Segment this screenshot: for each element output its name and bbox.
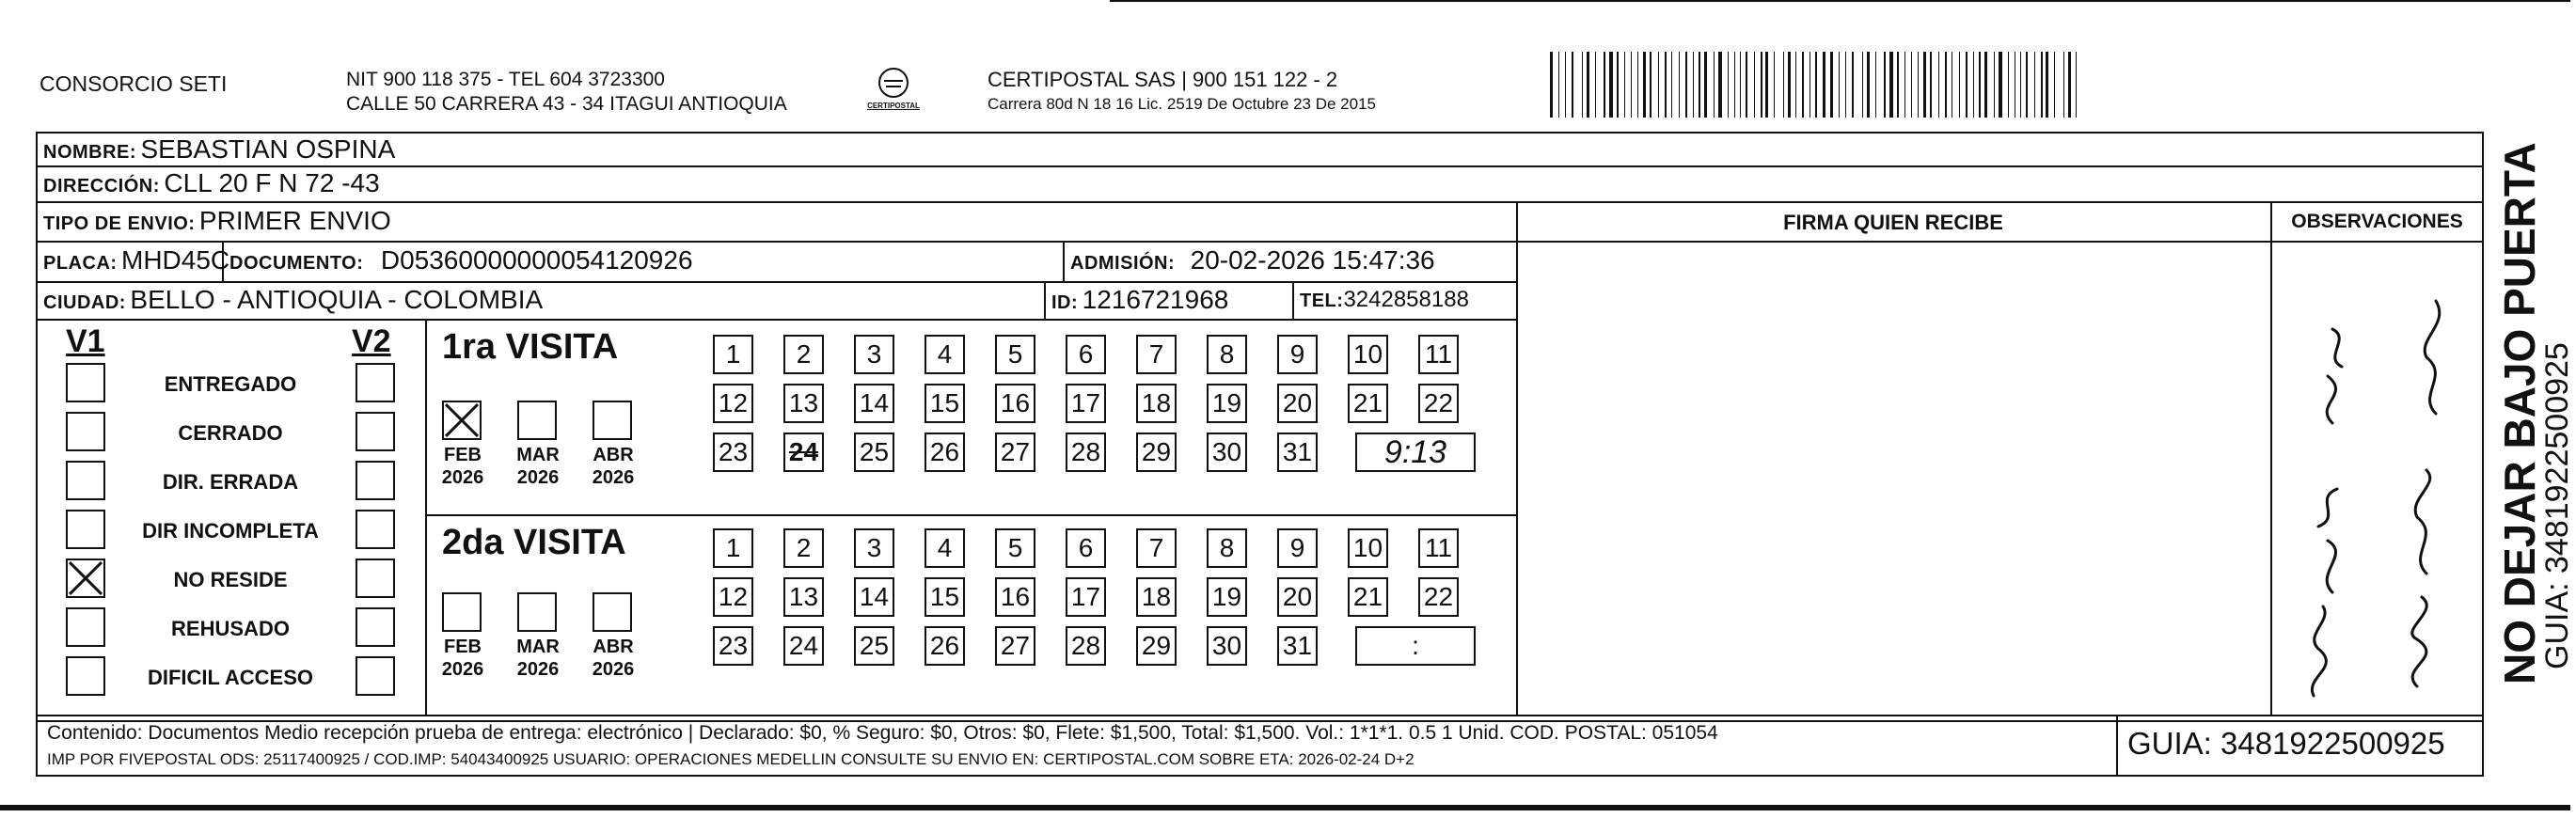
day-box[interactable]: 14 <box>854 577 894 617</box>
barcode-bar <box>1572 52 1573 118</box>
barcode-bar <box>1716 52 1717 118</box>
id-row <box>1051 282 1228 322</box>
barcode-bar <box>1658 52 1659 118</box>
day-box[interactable]: 21 <box>1348 384 1388 423</box>
barcode-bar <box>1988 52 1990 118</box>
company-name: CONSORCIO SETI <box>40 71 228 96</box>
day-box[interactable]: 24 <box>783 626 824 666</box>
documento-value: D05360000000054120926 <box>380 245 693 275</box>
v1-checkbox[interactable] <box>66 607 105 647</box>
barcode-bar <box>1823 52 1825 118</box>
day-box[interactable]: 30 <box>1207 433 1247 472</box>
v2-checkbox[interactable] <box>356 363 395 402</box>
tipo-label: TIPO DE ENVIO: <box>43 213 196 234</box>
barcode-bar <box>1997 52 1998 118</box>
barcode-bar <box>1845 52 1846 118</box>
day-box[interactable]: 6 <box>1066 528 1106 568</box>
day-box[interactable]: 4 <box>925 528 965 568</box>
tel-value: 3242858188 <box>1343 287 1469 312</box>
v2-checkbox[interactable] <box>356 510 395 549</box>
barcode-bar <box>1565 52 1566 118</box>
barcode-bar <box>1761 52 1762 118</box>
ciudad-label: CIUDAD: <box>43 292 126 313</box>
day-box[interactable]: 19 <box>1207 577 1247 617</box>
barcode-bar <box>1587 52 1589 118</box>
barcode-bar <box>1558 52 1559 118</box>
col-divider-obs <box>2270 201 2272 715</box>
day-box[interactable]: 29 <box>1136 626 1177 666</box>
barcode-bar <box>1884 52 1886 118</box>
barcode-bar <box>1856 52 1859 118</box>
status-label: CERRADO <box>178 421 283 445</box>
barcode-bar <box>2034 52 2035 118</box>
barcode-bar <box>1595 52 1596 118</box>
day-box[interactable]: 9 <box>1277 335 1318 374</box>
day-box[interactable]: 28 <box>1066 433 1106 472</box>
barcode-bar <box>1749 52 1752 118</box>
nombre-label: NOMBRE: <box>43 142 137 163</box>
top-edge-line <box>1110 0 2570 2</box>
month-label: MAR 2026 <box>516 445 560 488</box>
barcode-bar <box>1679 52 1680 118</box>
day-box[interactable]: 9 <box>1277 528 1318 568</box>
day-box[interactable]: 27 <box>995 626 1035 666</box>
day-box[interactable]: 23 <box>713 433 753 472</box>
barcode-bar <box>1685 52 1687 118</box>
v2-checkbox[interactable] <box>356 656 395 696</box>
barcode-bar <box>2036 52 2038 118</box>
barcode-bar <box>1669 52 1670 118</box>
day-box[interactable]: 3 <box>854 335 894 374</box>
day-box[interactable]: 17 <box>1066 577 1106 617</box>
barcode-bar <box>1839 52 1840 118</box>
barcode-bar <box>1688 52 1691 118</box>
observaciones-label: OBSERVACIONES <box>2291 211 2463 232</box>
direccion-label: DIRECCIÓN: <box>43 176 160 197</box>
barcode-bar <box>1765 52 1768 118</box>
month-checkbox[interactable] <box>593 401 632 440</box>
day-box[interactable]: 16 <box>995 384 1035 423</box>
barcode-bar <box>2026 52 2028 118</box>
admision-label: ADMISIÓN: <box>1070 253 1176 274</box>
day-box[interactable]: 16 <box>995 577 1035 617</box>
barcode-bar <box>1633 52 1635 118</box>
barcode-bar <box>1867 52 1870 118</box>
barcode-bar <box>2044 52 2045 118</box>
day-box[interactable]: 13 <box>783 384 824 423</box>
barcode-bar <box>1999 52 2002 118</box>
day-box[interactable]: 20 <box>1277 577 1318 617</box>
v1-header: V1 <box>66 323 105 359</box>
day-box[interactable]: 26 <box>925 433 965 472</box>
day-box[interactable]: 29 <box>1136 433 1177 472</box>
barcode-bar <box>1984 52 1987 118</box>
barcode-bar <box>1799 52 1801 118</box>
barcode-bar <box>1968 52 1971 118</box>
barcode-bar <box>1728 52 1729 118</box>
day-box[interactable]: 31 <box>1277 626 1318 666</box>
day-box[interactable]: 20 <box>1277 384 1318 423</box>
month-label: MAR 2026 <box>516 637 560 680</box>
barcode-bar <box>1805 52 1808 118</box>
v1-checkbox[interactable] <box>66 558 105 598</box>
barcode-bar <box>1592 52 1593 118</box>
barcode-bar <box>2020 52 2021 118</box>
barcode-bar <box>1954 52 1957 118</box>
nit-line: NIT 900 118 375 - TEL 604 3723300 <box>346 69 665 90</box>
admision-value: 20-02-2026 15:47:36 <box>1190 245 1435 275</box>
barcode-bar <box>1811 52 1812 118</box>
barcode-bar <box>1756 52 1758 118</box>
day-box[interactable]: 10 <box>1348 528 1388 568</box>
id-label: ID: <box>1051 292 1079 313</box>
month-checkbox[interactable] <box>517 401 557 440</box>
address-line: CALLE 50 CARRERA 43 - 34 ITAGUI ANTIOQUIA <box>346 93 787 115</box>
visit1-title: 1ra VISITA <box>442 327 619 367</box>
barcode-bar <box>1887 52 1888 118</box>
barcode-bar <box>1560 52 1563 118</box>
barcode-bar <box>1907 52 1910 118</box>
barcode-bar <box>1650 52 1651 118</box>
barcode-bar <box>2054 52 2055 118</box>
row-divider <box>36 201 2484 203</box>
barcode-bar <box>1938 52 1939 118</box>
barcode-bar <box>1994 52 1995 118</box>
barcode-bar <box>1923 52 1926 118</box>
barcode-bar <box>1862 52 1863 118</box>
barcode-bar <box>1783 52 1784 118</box>
v1-checkbox[interactable] <box>66 656 105 696</box>
barcode-bar <box>1570 52 1571 118</box>
v1-checkbox[interactable] <box>66 510 105 549</box>
day-box[interactable]: 15 <box>925 577 965 617</box>
barcode-bar <box>2076 52 2077 118</box>
barcode-bar <box>1606 52 1607 118</box>
bottom-thick-line <box>0 805 2570 810</box>
barcode-bar <box>1575 52 1579 118</box>
day-box[interactable]: 10 <box>1348 335 1388 374</box>
barcode-bar <box>1902 52 1904 118</box>
tipo-value: PRIMER ENVIO <box>198 206 391 235</box>
barcode-bar <box>1911 52 1912 118</box>
barcode-bar <box>1754 52 1755 118</box>
day-box[interactable]: 12 <box>713 384 753 423</box>
month-checkbox[interactable] <box>442 592 482 632</box>
day-box[interactable]: 19 <box>1207 384 1247 423</box>
barcode-bar <box>1647 52 1649 118</box>
barcode-bar <box>1702 52 1703 118</box>
barcode-bar <box>1604 52 1605 118</box>
barcode-bar <box>1795 52 1796 118</box>
barcode-bar <box>1695 52 1696 118</box>
barcode-bar <box>1744 52 1745 118</box>
day-box[interactable]: 22 <box>1418 577 1459 617</box>
barcode-bar <box>1930 52 1932 118</box>
barcode-bar <box>1913 52 1915 118</box>
barcode-bar <box>1897 52 1899 118</box>
col-divider-admision <box>1063 241 1065 281</box>
barcode-bar <box>1671 52 1672 118</box>
barcode-bar <box>2063 52 2064 118</box>
v2-checkbox[interactable] <box>356 412 395 451</box>
status-label: DIR INCOMPLETA <box>142 519 319 543</box>
status-label: NO RESIDE <box>173 568 288 591</box>
barcode-bar <box>1615 52 1616 118</box>
barcode-bar <box>1889 52 1893 118</box>
v2-checkbox[interactable] <box>356 607 395 647</box>
barcode-bar <box>2016 52 2018 118</box>
col-divider-status <box>425 319 427 715</box>
day-box[interactable]: 8 <box>1207 335 1247 374</box>
barcode-bar <box>1975 52 1976 118</box>
v1-checkbox[interactable] <box>66 363 105 402</box>
barcode-bar <box>1609 52 1613 118</box>
day-box[interactable]: 6 <box>1066 335 1106 374</box>
barcode-bar <box>1725 52 1727 118</box>
visit1-time-box[interactable]: 9:13 <box>1355 433 1476 472</box>
barcode-bar <box>1550 52 1553 118</box>
v2-header: V2 <box>352 323 391 359</box>
barcode-bar <box>1708 52 1710 118</box>
barcode-bar <box>1927 52 1929 118</box>
barcode-bar <box>1802 52 1804 118</box>
barcode-bar <box>1777 52 1780 118</box>
day-box[interactable]: 11 <box>1418 528 1459 568</box>
barcode-bar <box>1740 52 1741 118</box>
day-box[interactable]: 23 <box>713 626 753 666</box>
day-box[interactable]: 25 <box>854 433 894 472</box>
day-box[interactable]: 8 <box>1207 528 1247 568</box>
v2-checkbox[interactable] <box>356 558 395 598</box>
barcode-bar <box>1959 52 1960 118</box>
barcode-bar <box>1875 52 1876 118</box>
barcode-bar <box>1556 52 1557 118</box>
contenido-line: Contenido: Documentos Medio recepción prueba de entrega: electrónico | Declarado: $0, % Seguro: $0, Otros: $0, Flete: $1,500, Total: $1,500. Vol.: 1*1*1. 0.5 1 Unid. COD. POSTAL: 051054 <box>47 722 1718 744</box>
status-label: REHUSADO <box>171 617 290 640</box>
row-divider <box>425 514 1516 516</box>
placa-label: PLACA: <box>43 253 118 274</box>
barcode-bar <box>1945 52 1947 118</box>
month-label: FEB 2026 <box>441 445 484 488</box>
observaciones-handwriting <box>2276 273 2478 715</box>
month-label: ABR 2026 <box>592 445 635 488</box>
col-divider-id <box>1044 281 1046 319</box>
day-box[interactable]: 17 <box>1066 384 1106 423</box>
barcode-bar <box>1966 52 1968 118</box>
month-checkbox[interactable] <box>442 401 482 440</box>
barcode-bar <box>2024 52 2025 118</box>
imp-line: IMP POR FIVEPOSTAL ODS: 25117400925 / COD.IMP: 54043400925 USUARIO: OPERACIONES MEDELLIN CONSULTE SU ENVIO EN: CERTIPOSTAL.COM SOBRE ETA: 2026-02-24 D+2 <box>47 750 1414 768</box>
barcode-bar <box>1940 52 1944 118</box>
day-box[interactable]: 11 <box>1418 335 1459 374</box>
tel-label: TEL: <box>1300 291 1344 311</box>
row-divider <box>36 165 2484 167</box>
status-label: DIFICIL ACCESO <box>147 666 313 689</box>
barcode-bar <box>1582 52 1583 118</box>
barcode-bar <box>1963 52 1965 118</box>
no-dejar-bajo-puerta: NO DEJAR BAJO PUERTA <box>2495 142 2544 684</box>
guia-vertical: GUIA: 3481922500925 <box>2539 342 2575 669</box>
barcode-bar <box>2052 52 2053 118</box>
license-line: Carrera 80d N 18 16 Lic. 2519 De Octubre 23 De 2015 <box>988 95 1376 113</box>
barcode-bar <box>1665 52 1667 118</box>
day-box[interactable]: 15 <box>925 384 965 423</box>
direccion-value: CLL 20 F N 72 -43 <box>164 168 380 197</box>
placa-value: MHD45C <box>121 245 230 275</box>
barcode-bar <box>1785 52 1787 118</box>
documento-label: DOCUMENTO: <box>229 253 364 274</box>
barcode <box>1550 52 2082 118</box>
id-value: 1216721968 <box>1082 285 1229 314</box>
barcode-bar <box>1746 52 1747 118</box>
day-box[interactable]: 4 <box>925 335 965 374</box>
barcode-bar <box>1731 52 1733 118</box>
month-checkbox[interactable] <box>593 592 632 632</box>
barcode-bar <box>1841 52 1843 118</box>
barcode-bar <box>1979 52 1981 118</box>
day-box[interactable]: 18 <box>1136 577 1177 617</box>
barcode-bar <box>1864 52 1866 118</box>
nombre-value: SEBASTIAN OSPINA <box>140 134 396 164</box>
barcode-bar <box>2068 52 2071 118</box>
guia-footer: GUIA: 3481922500925 <box>2127 726 2445 761</box>
barcode-bar <box>1836 52 1838 118</box>
barcode-bar <box>1584 52 1586 118</box>
barcode-bar <box>2005 52 2007 118</box>
barcode-bar <box>1788 52 1791 118</box>
barcode-bar <box>1920 52 1921 118</box>
barcode-bar <box>2041 52 2043 118</box>
barcode-bar <box>1904 52 1905 118</box>
day-box[interactable]: 28 <box>1066 626 1106 666</box>
day-box[interactable]: 12 <box>713 577 753 617</box>
barcode-bar <box>1683 52 1684 118</box>
col-divider-firma <box>1516 201 1518 715</box>
barcode-bar <box>1774 52 1775 118</box>
barcode-bar <box>1830 52 1833 118</box>
barcode-bar <box>1973 52 1974 118</box>
v1-checkbox[interactable] <box>66 412 105 451</box>
barcode-bar <box>2030 52 2032 118</box>
day-box[interactable]: 7 <box>1136 335 1177 374</box>
barcode-bar <box>1624 52 1625 118</box>
day-box[interactable]: 30 <box>1207 626 1247 666</box>
barcode-bar <box>1699 52 1700 118</box>
barcode-bar <box>1643 52 1646 118</box>
day-box[interactable]: 14 <box>854 384 894 423</box>
status-label: DIR. ERRADA <box>162 470 299 494</box>
day-box[interactable]: 13 <box>783 577 824 617</box>
day-box[interactable]: 5 <box>995 528 1035 568</box>
barcode-bar <box>1597 52 1600 118</box>
day-box[interactable]: 18 <box>1136 384 1177 423</box>
tel-row <box>1300 282 1469 321</box>
visit2-title: 2da VISITA <box>442 523 626 562</box>
day-box[interactable]: 2 <box>783 528 824 568</box>
day-box[interactable]: 1 <box>713 528 753 568</box>
month-label: FEB 2026 <box>441 637 484 680</box>
barcode-bar <box>1950 52 1951 118</box>
barcode-bar <box>1736 52 1738 118</box>
day-box[interactable]: 22 <box>1418 384 1459 423</box>
barcode-bar <box>1637 52 1638 118</box>
barcode-bar <box>2073 52 2074 118</box>
certipostal-line: CERTIPOSTAL SAS | 900 151 122 - 2 <box>988 68 1338 91</box>
barcode-bar <box>1819 52 1820 118</box>
barcode-bar <box>2046 52 2048 118</box>
barcode-bar <box>1655 52 1656 118</box>
certipostal-logo <box>861 66 925 118</box>
barcode-bar <box>2057 52 2061 118</box>
firma-label: FIRMA QUIEN RECIBE <box>1783 211 2003 234</box>
barcode-bar <box>1674 52 1677 118</box>
status-label: ENTREGADO <box>164 372 297 396</box>
barcode-bar <box>2065 52 2067 118</box>
barcode-bar <box>1640 52 1641 118</box>
barcode-bar <box>1718 52 1722 118</box>
day-box[interactable]: 3 <box>854 528 894 568</box>
barcode-bar <box>1693 52 1694 118</box>
month-label: ABR 2026 <box>592 637 635 680</box>
barcode-bar <box>1918 52 1919 118</box>
barcode-bar <box>1852 52 1854 118</box>
ciudad-value: BELLO - ANTIOQUIA - COLOMBIA <box>130 285 544 314</box>
barcode-bar <box>2008 52 2009 118</box>
barcode-bar <box>1631 52 1632 118</box>
ciudad-row <box>43 282 543 322</box>
month-checkbox[interactable] <box>517 592 557 632</box>
visit2-time-box[interactable]: : <box>1355 626 1476 666</box>
day-box[interactable]: 7 <box>1136 528 1177 568</box>
barcode-bar <box>1772 52 1773 118</box>
barcode-bar <box>1877 52 1880 118</box>
barcode-bar <box>1714 52 1715 118</box>
day-box[interactable]: 24 <box>783 433 824 472</box>
barcode-bar <box>2011 52 2014 118</box>
direccion-row <box>43 165 380 206</box>
admision-row <box>1070 243 1435 283</box>
day-box[interactable]: 31 <box>1277 433 1318 472</box>
day-box[interactable]: 2 <box>783 335 824 374</box>
day-box[interactable]: 26 <box>925 626 965 666</box>
col-divider-tel <box>1292 281 1294 319</box>
barcode-bar <box>1627 52 1630 118</box>
barcode-bar <box>1617 52 1619 118</box>
v1-checkbox[interactable] <box>66 461 105 500</box>
barcode-bar <box>1827 52 1829 118</box>
barcode-bar <box>1660 52 1664 118</box>
barcode-bar <box>1815 52 1817 118</box>
barcode-bar <box>1793 52 1794 118</box>
barcode-bar <box>1734 52 1735 118</box>
logo-text: CERTIPOSTAL <box>867 102 920 110</box>
documento-row <box>229 243 693 283</box>
day-box[interactable]: 21 <box>1348 577 1388 617</box>
tipo-row <box>43 203 391 244</box>
barcode-bar <box>1763 52 1764 118</box>
barcode-bar <box>1704 52 1707 118</box>
barcode-bar <box>1621 52 1623 118</box>
placa-row <box>43 243 229 283</box>
day-box[interactable]: 5 <box>995 335 1035 374</box>
day-box[interactable]: 27 <box>995 433 1035 472</box>
v2-checkbox[interactable] <box>356 461 395 500</box>
barcode-bar <box>1850 52 1851 118</box>
day-box[interactable]: 25 <box>854 626 894 666</box>
day-box[interactable]: 1 <box>713 335 753 374</box>
barcode-bar <box>1895 52 1896 118</box>
